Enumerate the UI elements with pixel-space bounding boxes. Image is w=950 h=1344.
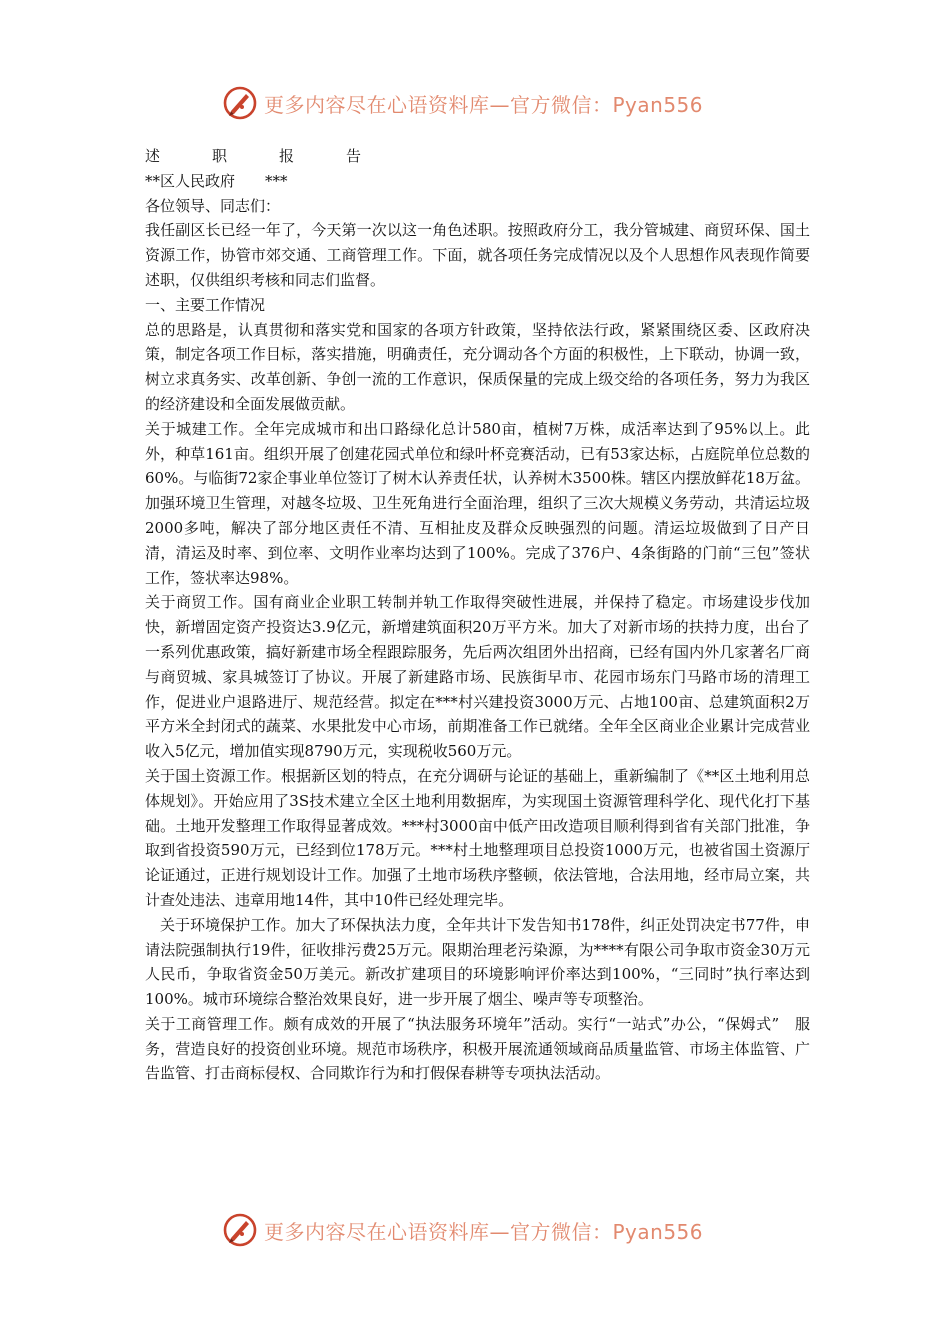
author-line: **区人民政府 *** xyxy=(145,171,288,190)
paragraph-overview: 总的思路是，认真贯彻和落实党和国家的各项方针政策，坚持依法行政，紧紧围绕区委、区政府决策，制定各项工作目标，落实措施，明确责任，充分调动各个方面的积极性，上下联动，协调一致，树立求真务实、改革创新、争创一流的工作意识，保质保量的完成上级交给的各项任务，努力为我区的经济建设和全面发展做贡献。 xyxy=(145,320,810,413)
title-char: 述 xyxy=(145,147,161,165)
banner-text: 更多内容尽在心语资料库—官方微信：Pyan556 xyxy=(264,1219,704,1244)
title-char: 报 xyxy=(279,147,295,165)
paragraph-land-resources: 关于国土资源工作。根据新区划的特点，在充分调研与论证的基础上，重新编制了《**区土地利用总体规划》。开始应用了3S技术建立全区土地利用数据库，为实现国土资源管理科学化、现代化打下基础。土地开发整理工作取得显著成效。***村3000亩中低产田改造项目顺利得到省有关部门批准，争取到省投资590万元，已经到位178万元。***村土地整理项目总投资1000万元，也被省国土资源厅论证通过，正进行规划设计工作。加强了土地市场秩序整顿，依法管地，合法用地，经市局立案，共计查处违法、违章用地14件，其中10件已经处理完毕。 xyxy=(145,766,810,909)
pen-circle-logo-icon xyxy=(222,1212,258,1248)
paragraph-commerce: 关于商贸工作。国有商业企业职工转制并轨工作取得突破性进展，并保持了稳定。市场建设步伐加快，新增固定资产投资达3.9亿元，新增建筑面积20万平方米。加大了对新市场的扶持力度，出台了一系列优惠政策，搞好新建市场全程跟踪服务，先后两次组团外出招商，已经有国内外几家著名厂商与商贸城、家具城签订了协议。开展了新建路市场、民族街早市、花园市场东门马路市场的清理工作，促进业户退路进厅、规范经营。拟定在***村兴建投资3000万元、占地100亩、总建筑面积2万平方米全封闭式的蔬菜、水果批发中心市场，前期准备工作已就绪。全年全区商业企业累计完成营业收入5亿元，增加值实现8790万元，实现税收560万元。 xyxy=(145,593,810,761)
document-title xyxy=(145,144,810,169)
paragraph-business-admin: 关于工商管理工作。颇有成效的开展了“执法服务环境年”活动。实行“一站式”办公，“保姆式” 服务，营造良好的投资创业环境。规范市场秩序，积极开展流通领域商品质量监管、市场主体监管、广告监管、打击商标侵权、合同欺诈行为和打假保春耕等专项执法活动。 xyxy=(145,1014,810,1083)
footer-banner xyxy=(222,1210,742,1250)
paragraph-urban-construction: 关于城建工作。全年完成城市和出口路绿化总计580亩，植树7万株，成活率达到了95%以上。此外，种草161亩。组织开展了创建花园式单位和绿叶杯竞赛活动，已有53家达标，占庭院单位总数的60%。与临街72家企事业单位签订了树木认养责任状，认养树木3500株。辖区内摆放鲜花18万盆。加强环境卫生管理，对越冬垃圾、卫生死角进行全面治理，组织了三次大规模义务劳动，共清运垃圾2000多吨，解决了部分地区责任不清、互相扯皮及群众反映强烈的问题。清运垃圾做到了日产日清，清运及时率、到位率、文明作业率均达到了100%。完成了376户、4条街路的门前“三包”签状工作，签状率达98%。 xyxy=(145,419,810,587)
paragraph-intro: 我任副区长已经一年了，今天第一次以这一角色述职。按照政府分工，我分管城建、商贸环保、国土资源工作，协管市郊交通、工商管理工作。下面，就各项任务完成情况以及个人思想作风表现作简要述职，仅供组织考核和同志们监督。 xyxy=(145,221,810,289)
header-banner xyxy=(222,83,742,123)
banner-text: 更多内容尽在心语资料库—官方微信：Pyan556 xyxy=(264,92,704,117)
greeting: 各位领导、同志们： xyxy=(145,196,281,215)
paragraph-environment: 关于环境保护工作。加大了环保执法力度，全年共计下发告知书178件，纠正处罚决定书77件，申请法院强制执行19件，征收排污费25万元。限期治理老污染源，为****有限公司争取市资金30万元人民币，争取省资金50万美元。新改扩建项目的环境影响评价率达到100%，“三同时”执行率达到100%。城市环境综合整治效果良好，进一步开展了烟尘、噪声等专项整治。 xyxy=(145,915,810,1009)
title-char: 职 xyxy=(212,147,228,165)
title-char: 告 xyxy=(346,147,362,165)
pen-circle-logo-icon xyxy=(222,85,258,121)
document-body xyxy=(145,144,810,1086)
section-heading: 一、主要工作情况 xyxy=(145,295,266,314)
